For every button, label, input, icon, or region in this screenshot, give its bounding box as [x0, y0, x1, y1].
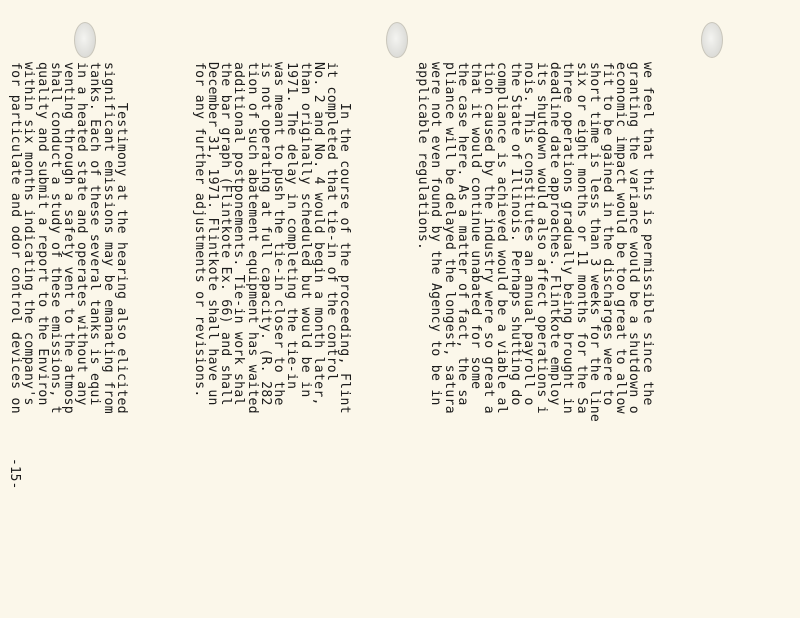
text-line: In the course of the proceeding, Flint — [337, 62, 353, 414]
text-line: was meant to push the tie-in closer to the — [271, 62, 287, 406]
text-line: compliance is achieved would be a viable al — [494, 62, 510, 414]
text-line: No. 2 and No. 4 would begin a month later, — [310, 62, 326, 406]
text-line: we feel that this is permissible since the — [639, 62, 655, 406]
text-line: venting through a safety vent to the atmosp — [61, 62, 77, 414]
text-line: tion caused by the industry were so great a — [481, 62, 497, 414]
text-line: in a heated state and operates without any — [74, 62, 90, 406]
text-line: its shutdown would also affect operations i — [533, 62, 549, 414]
text-line: were not even found by the Agency to be in — [428, 62, 444, 406]
page-number: -15- — [7, 458, 22, 490]
text-line: six or eight months or 11 months for the Sa — [573, 62, 589, 414]
text-line: significant emissions may be emanating from — [100, 62, 116, 414]
text-line: additional postponements. Tie-in work shal — [231, 62, 247, 406]
text-line: economic impact would be too great to allow — [613, 62, 629, 414]
text-line: that it would continue unabated for some — [467, 62, 483, 390]
paragraph-1 — [416, 62, 654, 612]
text-line: quality and submit a report to the Environ — [34, 62, 50, 406]
text-line: for any further adjustments or revisions. — [191, 62, 207, 398]
text-line: the bar graph (Flintkote Ex. 66) and shall — [218, 62, 234, 406]
text-line: deadline date approaches. Flintkote employ — [547, 62, 563, 406]
text-line: tion of such abatement equipment has waited — [244, 62, 260, 414]
text-line: pliance will be delayed the longest, satura — [441, 62, 457, 414]
text-line: short time is less than 3 weeks for the line — [586, 62, 602, 423]
text-line: the State of Illinois. Perhaps shutting do — [507, 62, 523, 406]
text-line: nois. This constitutes an annual payroll o — [520, 62, 536, 406]
text-line: is not operating at full capacity. (R. 282 — [257, 62, 273, 406]
text-line: than originally scheduled but would be in — [297, 62, 313, 398]
text-line: within six months indicating the company's — [21, 62, 37, 406]
text-line: granting the variance would be a shutdown o — [626, 62, 642, 414]
paragraph-2 — [193, 62, 351, 612]
text-line: it completed that tie-in of the control — [323, 62, 339, 382]
punch-hole — [386, 22, 408, 58]
text-line: tanks. Each of these several tanks is equi — [87, 62, 103, 406]
text-line: Testimony at the hearing also elicited — [113, 62, 129, 414]
text-line: 1971. The delay in completing the tie-in — [284, 62, 300, 398]
punch-hole — [701, 22, 723, 58]
punch-hole — [74, 22, 96, 58]
text-line: three operations gradually being brought in — [560, 62, 576, 414]
text-line: the case here. As a matter of fact, the sa — [454, 62, 470, 406]
text-line: fit to be gained in the discharges were to — [599, 62, 615, 406]
paragraph-3 — [9, 62, 128, 612]
text-line: for particulate and odor control devices on — [8, 62, 24, 414]
text-line: shall conduct a study of these emissions, t — [47, 62, 63, 414]
text-line: applicable regulations. — [415, 62, 431, 251]
text-line: December 31, 1971. Flintkote shall have un — [205, 62, 221, 406]
